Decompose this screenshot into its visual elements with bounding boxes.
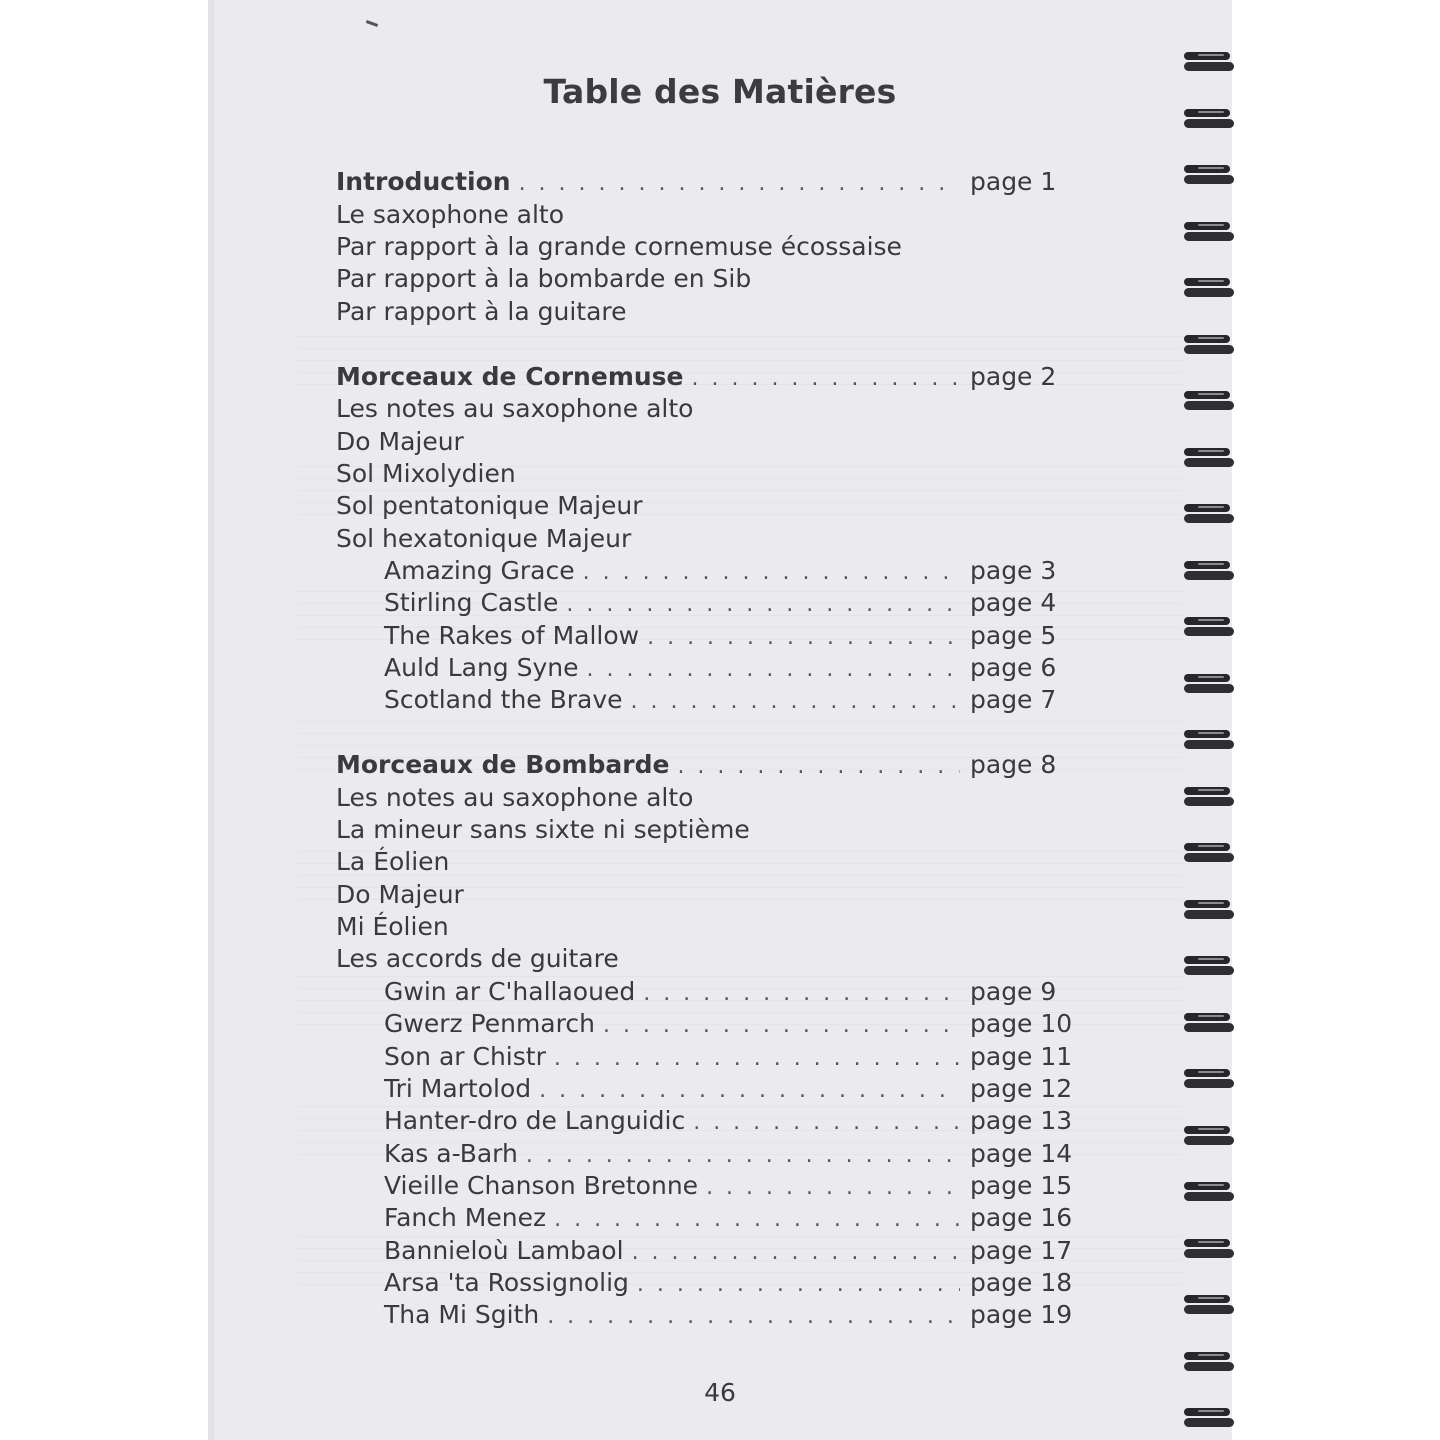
toc-entry[interactable]: [384, 1008, 1080, 1040]
binding-coil: [1184, 335, 1234, 355]
toc-subitem: Sol pentatonique Majeur: [336, 491, 643, 520]
toc-entry[interactable]: [384, 1073, 1080, 1105]
binding-coil: [1184, 1182, 1234, 1202]
binding-coil: [1184, 1295, 1234, 1315]
toc-subitem: Sol hexatonique Majeur: [336, 524, 632, 553]
toc-subitem: La Éolien: [336, 847, 450, 876]
dot-leader: [631, 686, 960, 718]
binding-coil: [1184, 617, 1234, 637]
section-title: Introduction: [336, 167, 511, 196]
entry-title: Kas a-Barh: [384, 1139, 518, 1168]
toc-subitem: Mi Éolien: [336, 912, 449, 941]
binding-coil: [1184, 1069, 1234, 1089]
binding-coil: [1184, 448, 1234, 468]
dot-leader: [706, 1172, 960, 1204]
toc-subitem: Par rapport à la bombarde en Sib: [336, 264, 752, 293]
entry-title: Hanter-dro de Languidic: [384, 1106, 686, 1135]
toc-entry[interactable]: [384, 1105, 1080, 1137]
page-ref: page 3: [970, 556, 1057, 585]
entry-title: Gwerz Penmarch: [384, 1009, 595, 1038]
dot-leader: [566, 589, 960, 621]
toc-entry[interactable]: [384, 1041, 1080, 1073]
toc-subitem: Les accords de guitare: [336, 944, 619, 973]
dot-leader: [519, 168, 960, 200]
dot-leader: [547, 1301, 960, 1333]
toc-section-heading[interactable]: [336, 749, 1080, 781]
toc-entry[interactable]: [384, 976, 1080, 1008]
dot-leader: [632, 1237, 960, 1269]
page-ref: page 15: [970, 1171, 1073, 1200]
page-ref: page 17: [970, 1236, 1073, 1265]
entry-title: Tri Martolod: [384, 1074, 532, 1103]
page-number: 46: [704, 1378, 736, 1407]
page-ref: page 14: [970, 1139, 1073, 1168]
toc-subitem: Les notes au saxophone alto: [336, 783, 694, 812]
toc-entry[interactable]: [384, 1170, 1080, 1202]
entry-title: Arsa 'ta Rossignolig: [384, 1268, 629, 1297]
toc-entry[interactable]: [384, 652, 1080, 684]
binding-coil: [1184, 956, 1234, 976]
entry-title: Vieille Chanson Bretonne: [384, 1171, 699, 1200]
toc-subitem: Sol Mixolydien: [336, 459, 516, 488]
toc-entry[interactable]: [384, 587, 1080, 619]
toc-entry[interactable]: [384, 684, 1080, 716]
toc-section-heading[interactable]: [336, 166, 1080, 198]
page-ref: page 1: [970, 167, 1057, 196]
entry-title: Bannieloù Lambaol: [384, 1236, 624, 1265]
binding-coil: [1184, 504, 1234, 524]
dot-leader: [539, 1075, 960, 1107]
dot-leader: [587, 654, 960, 686]
toc-entry[interactable]: [384, 555, 1080, 587]
page-ref: page 4: [970, 588, 1057, 617]
binding-coil: [1184, 674, 1234, 694]
book-page: [208, 0, 1232, 1440]
page-ref: page 6: [970, 653, 1057, 682]
dot-leader: [603, 1010, 960, 1042]
binding-coil: [1184, 787, 1234, 807]
page-ref: page 19: [970, 1300, 1073, 1329]
binding-coil: [1184, 1408, 1234, 1428]
binding-coil: [1184, 730, 1234, 750]
toc-subitem: Les notes au saxophone alto: [336, 394, 694, 423]
dot-leader: [554, 1043, 960, 1075]
section-title: Morceaux de Cornemuse: [336, 362, 684, 391]
page-ref: page 7: [970, 685, 1057, 714]
dot-leader: [677, 751, 960, 783]
binding-coil: [1184, 900, 1234, 920]
dot-leader: [583, 557, 960, 589]
toc-entry[interactable]: [384, 620, 1080, 652]
page-ref: page 13: [970, 1106, 1073, 1135]
toc-entry[interactable]: [384, 1138, 1080, 1170]
entry-title: Scotland the Brave: [384, 685, 623, 714]
toc-subitem: Par rapport à la guitare: [336, 297, 627, 326]
entry-title: Son ar Chistr: [384, 1042, 546, 1071]
page-ref: page 5: [970, 621, 1057, 650]
entry-title: Auld Lang Syne: [384, 653, 579, 682]
dot-leader: [554, 1204, 960, 1236]
entry-title: Gwin ar C'hallaoued: [384, 977, 636, 1006]
toc-subitem: Par rapport à la grande cornemuse écossaise: [336, 232, 902, 261]
dot-leader: [526, 1140, 960, 1172]
entry-title: Amazing Grace: [384, 556, 575, 585]
toc-entry[interactable]: [384, 1299, 1080, 1331]
binding-coil: [1184, 561, 1234, 581]
toc-subitem: La mineur sans sixte ni septième: [336, 815, 750, 844]
entry-title: Stirling Castle: [384, 588, 559, 617]
page-ref: page 9: [970, 977, 1057, 1006]
binding-coil: [1184, 1352, 1234, 1372]
page-title: Table des Matières: [543, 72, 897, 111]
toc-entry[interactable]: [384, 1235, 1080, 1267]
toc-entry[interactable]: [384, 1267, 1080, 1299]
dot-leader: [647, 622, 960, 654]
page-ref: page 16: [970, 1203, 1073, 1232]
entry-title: Fanch Menez: [384, 1203, 547, 1232]
toc-entry[interactable]: [384, 1202, 1080, 1234]
page-ref: page 12: [970, 1074, 1073, 1103]
dot-leader: [643, 978, 960, 1010]
page-ref: page 18: [970, 1268, 1073, 1297]
binding-coil: [1184, 391, 1234, 411]
toc-section-heading[interactable]: [336, 361, 1080, 393]
page-ref: page 11: [970, 1042, 1073, 1071]
entry-title: The Rakes of Mallow: [384, 621, 640, 650]
page-ref: page 8: [970, 750, 1057, 779]
binding-coil: [1184, 1126, 1234, 1146]
dot-leader: [693, 1107, 960, 1139]
binding-coil: [1184, 278, 1234, 298]
toc-subitem: Le saxophone alto: [336, 200, 565, 229]
entry-title: Tha Mi Sgith: [384, 1300, 540, 1329]
binding-coil: [1184, 1013, 1234, 1033]
binding-coil: [1184, 109, 1234, 129]
toc-subitem: Do Majeur: [336, 880, 464, 909]
binding-coil: [1184, 52, 1234, 72]
page-ref: page 10: [970, 1009, 1073, 1038]
ink-mark: [366, 20, 378, 27]
dot-leader: [637, 1269, 960, 1301]
binding-coil: [1184, 1239, 1234, 1259]
binding-coil: [1184, 165, 1234, 185]
toc-subitem: Do Majeur: [336, 427, 464, 456]
spiral-binding: [1180, 0, 1240, 1440]
binding-coil: [1184, 843, 1234, 863]
dot-leader: [692, 363, 961, 395]
binding-coil: [1184, 222, 1234, 242]
page-ref: page 2: [970, 362, 1057, 391]
section-title: Morceaux de Bombarde: [336, 750, 670, 779]
